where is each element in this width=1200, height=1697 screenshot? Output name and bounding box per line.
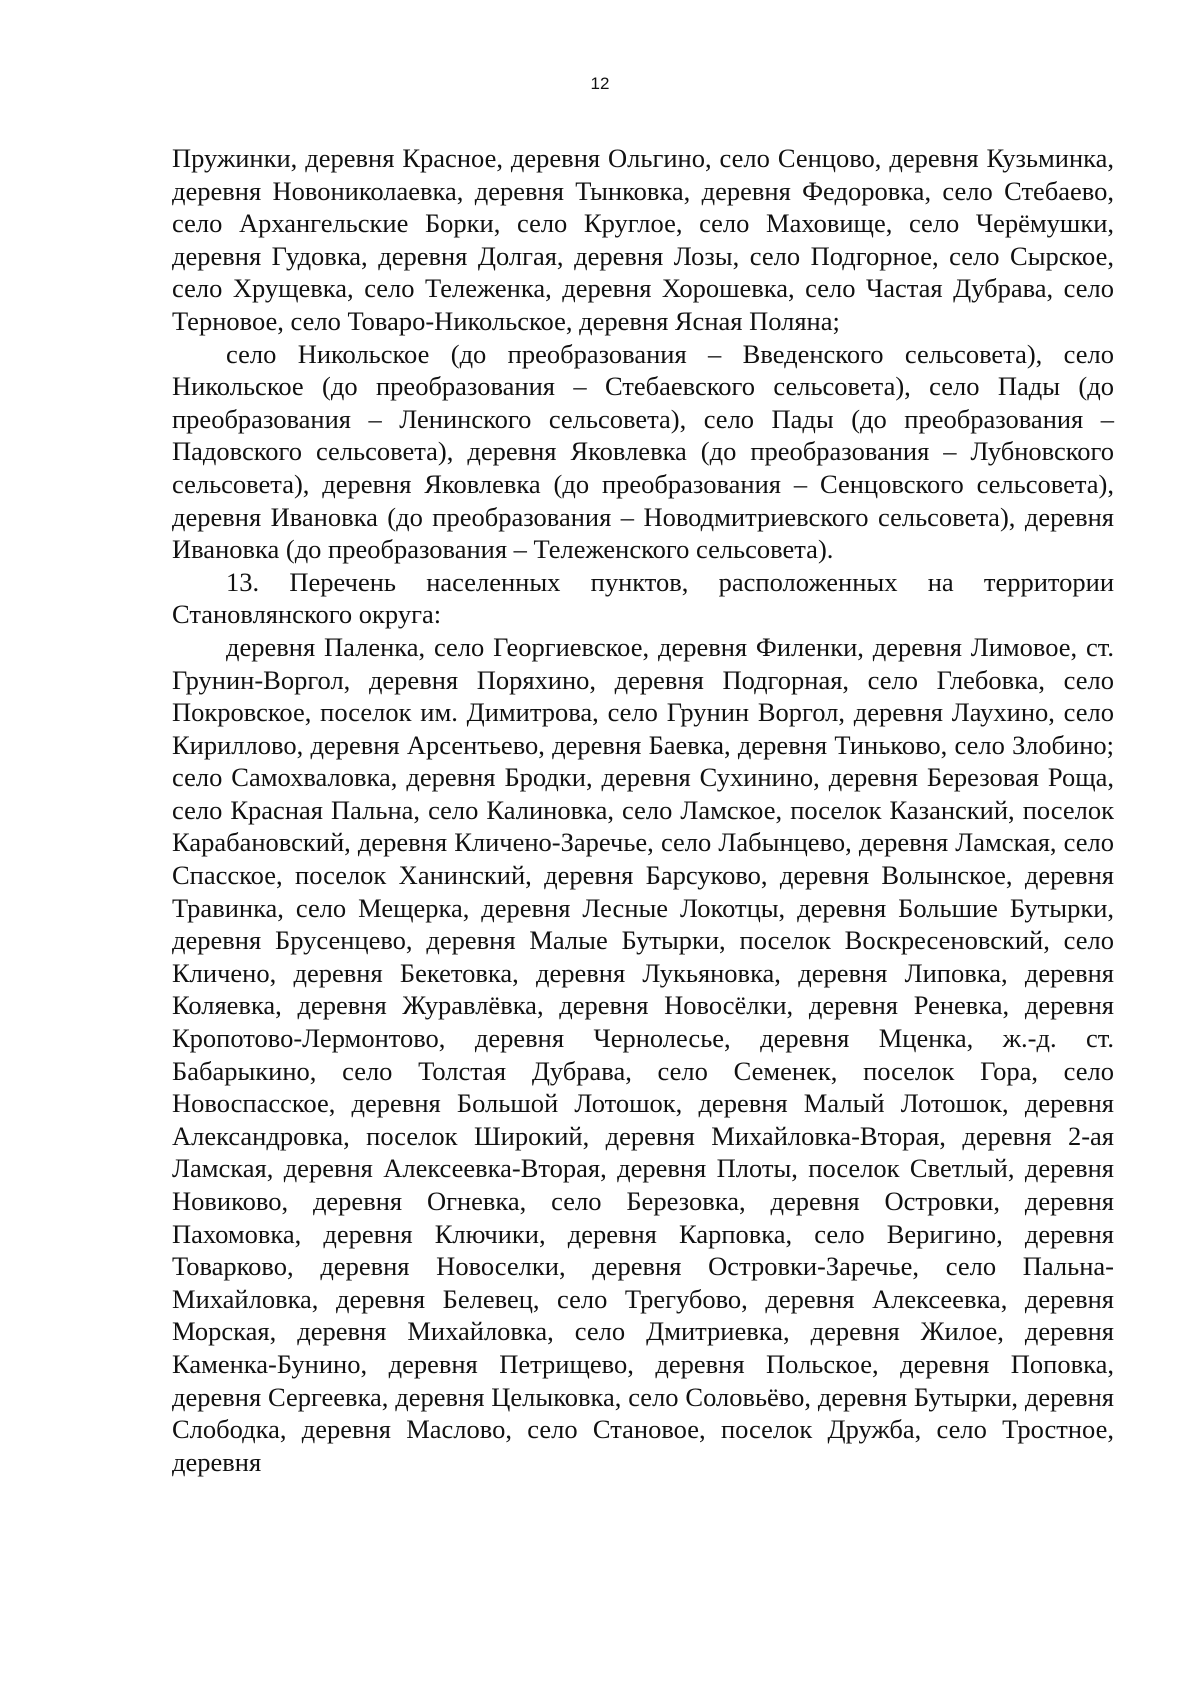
paragraph-settlements-continuation: Пружинки, деревня Красное, деревня Ольгино, село Сенцово, деревня Кузьминка, деревня Новониколаевка, деревня Тынковка, деревня Федоровка, село Стебаево, село Архангельские Борки, село Круглое, село Маховище, село Черёмушки, деревня Гудовка, деревня Долгая, деревня Лозы, село Подгорное, село Сырское, село Хрущевка, село Тележенка, деревня Хорошевка, село Частая Дубрава, село Терновое, село Товаро-Никольское, деревня Ясная Поляна; [172,143,1114,336]
page-number: 12 [590,74,610,93]
paragraph-section-13-heading: 13. Перечень населенных пунктов, расположенных на территории Становлянского округа: [172,566,1114,630]
paragraph-stanovlyansky-settlements: деревня Паленка, село Георгиевское, деревня Филенки, деревня Лимовое, ст. Грунин-Воргол, деревня Поряхино, деревня Подгорная, село Глебовка, село Покровское, поселок им. Димитрова, село Грунин Воргол, деревня Лаухино, село Кириллово, деревня Арсентьево, деревня Баевка, деревня Тиньково, село Злобино; село Самохваловка, деревня Бродки, деревня Сухинино, деревня Березовая Роща, село Красная Пальна, село Калиновка, село Ламское, поселок Казанский, поселок Карабановский, деревня Кличено-Заречье, село Лабынцево, деревня Ламская, село Спасское, поселок Ханинский, деревня Барсуково, деревня Волынское, деревня Травинка, село Мещерка, деревня Лесные Локотцы, деревня Большие Бутырки, деревня Брусенцево, деревня Малые Бутырки, поселок Воскресеновский, село Кличено, деревня Бекетовка, деревня Лукьяновка, деревня Липовка, деревня Коляевка, деревня Журавлёвка, деревня Новосёлки, деревня Реневка, деревня Кропотово-Лермонтово, деревня Чернолесье, деревня Мценка, ж.-д. ст. Бабарыкино, село Толстая Дубрава, село Семенек, поселок Гора, село Новоспасское, деревня Большой Лотошок, деревня Малый Лотошок, деревня Александровка, поселок Широкий, деревня Михайловка-Вторая, деревня 2-ая Ламская, деревня Алексеевка-Вторая, деревня Плоты, поселок Светлый, деревня Новиково, деревня Огневка, село Березовка, деревня Островки, деревня Пахомовка, деревня Ключики, деревня Карповка, село Веригино, деревня Товарково, деревня Новоселки, деревня Островки-Заречье, село Пальна-Михайловка, деревня Белевец, село Трегубово, деревня Алексеевка, деревня Морская, деревня Михайловка, село Дмитриевка, деревня Жилое, деревня Каменка-Бунино, деревня Петрищево, деревня Польское, деревня Поповка, деревня Сергеевка, деревня Целыковка, село Соловьёво, деревня Бутырки, деревня Слободка, деревня Маслово, село Становое, поселок Дружба, село Тростное, деревня [172,631,1114,1477]
paragraph-settlements-homonyms: село Никольское (до преобразования – Введенского сельсовета), село Никольское (до преобразования – Стебаевского сельсовета), село Пады (до преобразования – Ленинского сельсовета), село Пады (до преобразования – Падовского сельсовета), деревня Яковлевка (до преобразования – Лубновского сельсовета), деревня Яковлевка (до преобразования – Сенцовского сельсовета), деревня Ивановка (до преобразования – Новодмитриевского сельсовета), деревня Ивановка (до преобразования – Тележенского сельсовета). [172,338,1114,565]
document-body [172,142,1114,1478]
